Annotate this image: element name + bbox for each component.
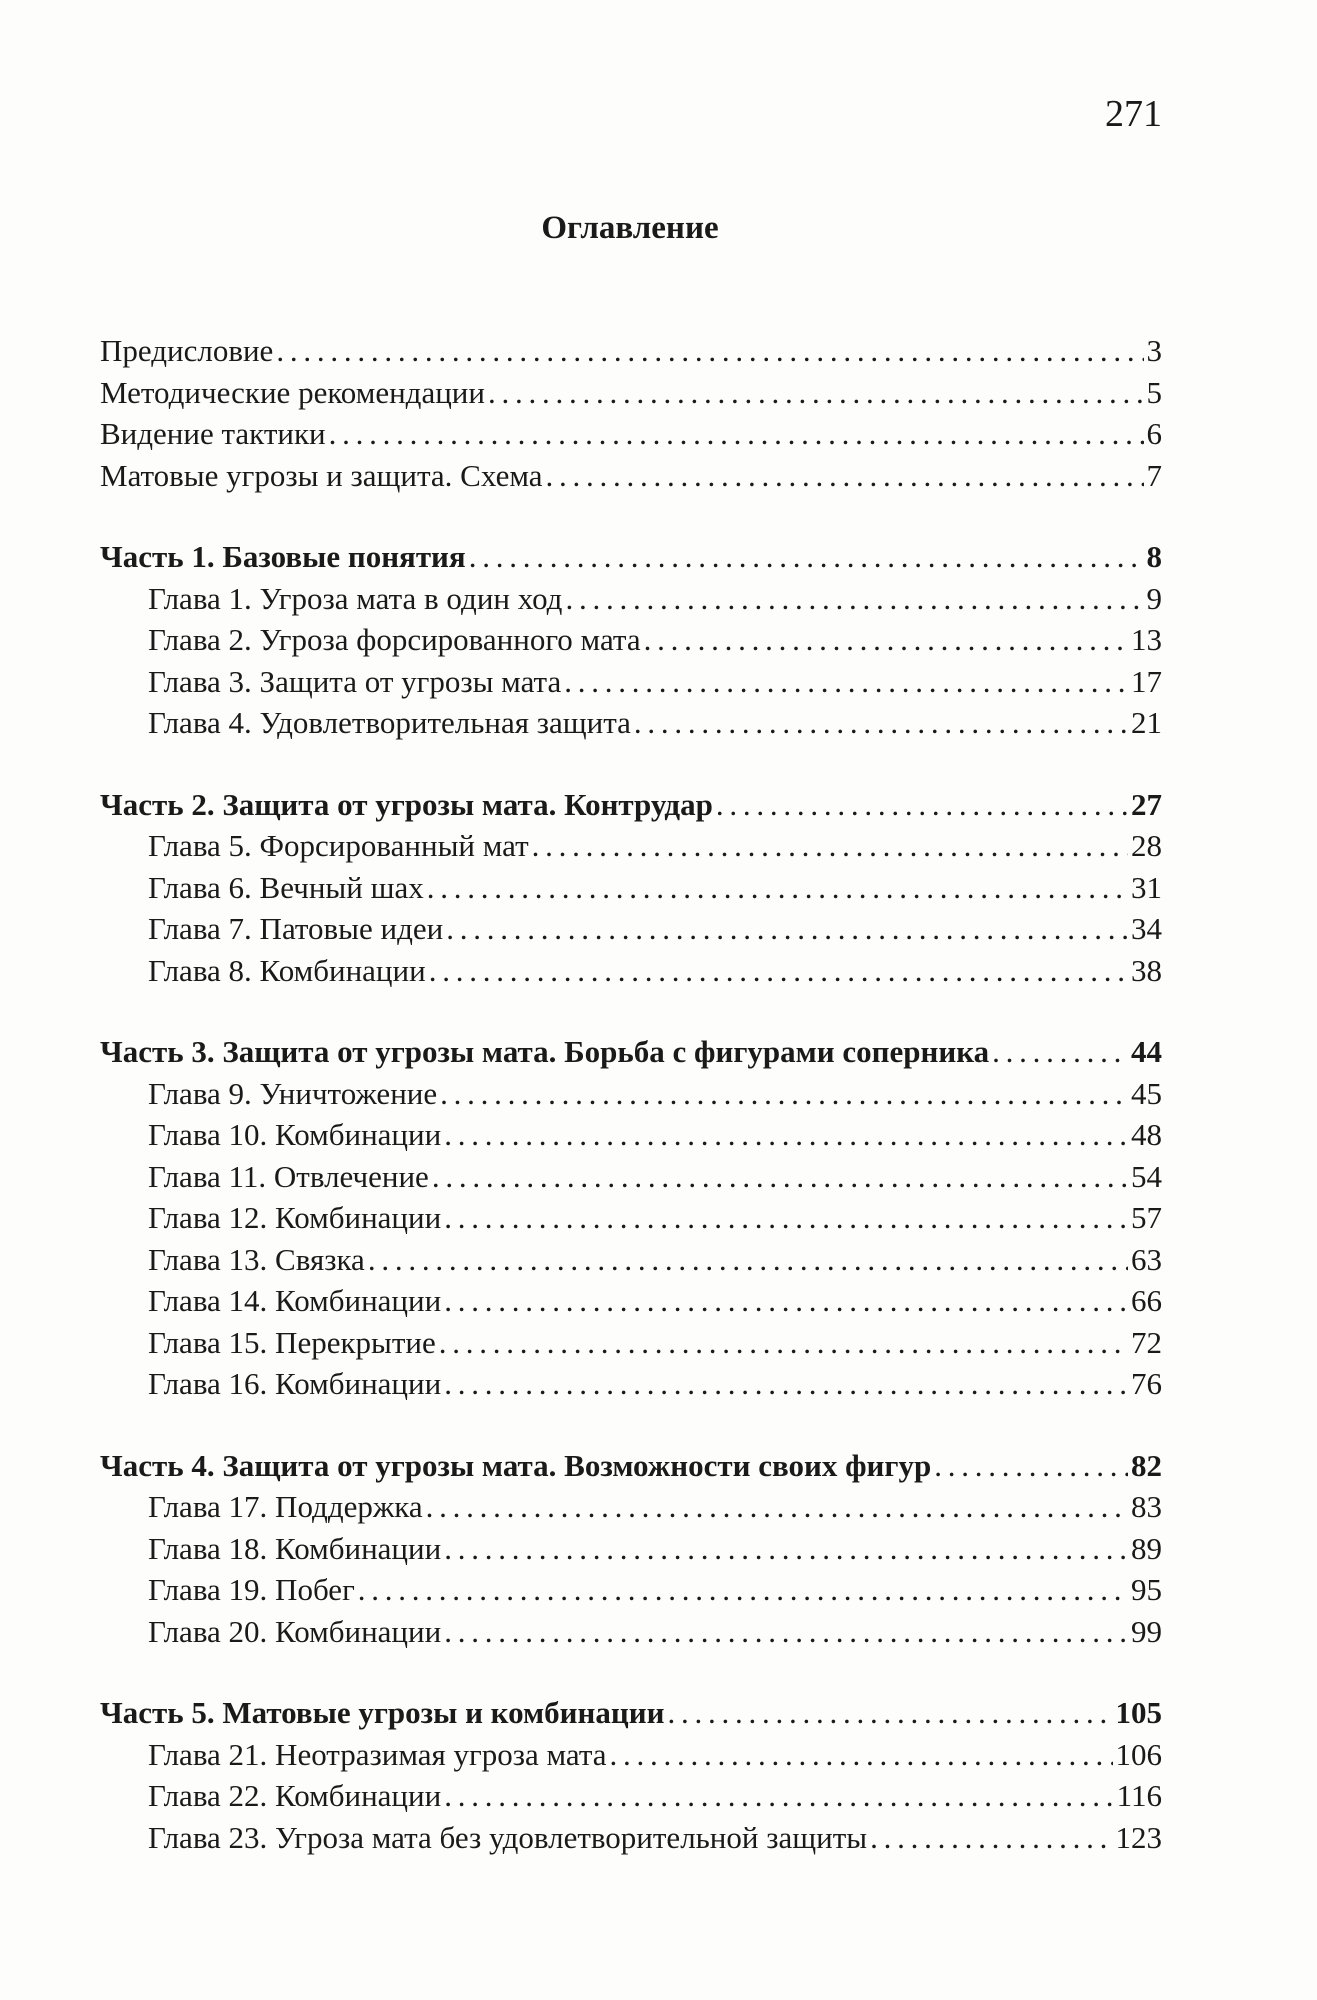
- dot-leader: [444, 1197, 1128, 1239]
- toc-page-number: 13: [1131, 622, 1162, 657]
- dot-leader: [934, 1445, 1128, 1487]
- toc-entry-row: [100, 330, 1162, 372]
- toc-page-number: 123: [1115, 1819, 1162, 1855]
- toc-page-number: 83: [1131, 1489, 1162, 1524]
- toc-page-number: 6: [1146, 416, 1162, 451]
- toc-entry-row: [100, 1734, 1162, 1776]
- dot-leader: [532, 825, 1128, 867]
- table-of-contents: [100, 330, 1162, 1858]
- dot-leader: [429, 950, 1128, 992]
- dot-leader: [329, 413, 1144, 455]
- dot-leader: [427, 867, 1128, 909]
- toc-page-number: 7: [1146, 457, 1162, 493]
- toc-section-row: [100, 536, 1162, 578]
- toc-entry-row: [100, 1280, 1162, 1322]
- toc-page-number: 9: [1146, 580, 1162, 616]
- toc-page-number: 27: [1131, 786, 1162, 822]
- toc-page-number: 63: [1131, 1241, 1162, 1277]
- dot-leader: [444, 1280, 1128, 1322]
- toc-entry-title: Глава 19. Побег: [148, 1572, 355, 1607]
- toc-entry-row: [100, 702, 1162, 744]
- toc-page-number: 28: [1131, 828, 1162, 863]
- toc-entry-title: Видение тактики: [100, 416, 326, 451]
- dot-leader: [444, 1114, 1128, 1156]
- toc-entry-title: Глава 22. Комбинации: [148, 1778, 442, 1813]
- dot-leader: [444, 1775, 1113, 1817]
- dot-leader: [444, 1363, 1128, 1405]
- toc-page-number: 106: [1115, 1736, 1162, 1772]
- toc-entry-row: [100, 1363, 1162, 1405]
- toc-page-number: 31: [1131, 869, 1162, 905]
- toc-entry-title: Глава 17. Поддержка: [148, 1489, 423, 1524]
- toc-entry-row: [100, 661, 1162, 703]
- toc-page-number: 57: [1131, 1200, 1162, 1235]
- toc-entry-row: [100, 1114, 1162, 1156]
- toc-entry-title: Глава 14. Комбинации: [148, 1283, 442, 1318]
- toc-page-number: 45: [1131, 1075, 1162, 1111]
- dot-leader: [440, 1073, 1128, 1115]
- toc-page-number: 38: [1131, 952, 1162, 988]
- toc-entry-title: Глава 13. Связка: [148, 1241, 365, 1277]
- toc-entry-row: [100, 413, 1162, 455]
- dot-leader: [870, 1817, 1112, 1859]
- toc-entry-title: Предисловие: [100, 333, 274, 368]
- toc-entry-row: [100, 578, 1162, 620]
- toc-section-title: Часть 5. Матовые угрозы и комбинации: [100, 1695, 665, 1730]
- toc-page-number: 89: [1131, 1530, 1162, 1566]
- toc-entry-row: [100, 455, 1162, 497]
- toc-entry-title: Глава 7. Патовые идеи: [148, 911, 444, 946]
- toc-entry-title: Глава 23. Угроза мата без удовлетворительной защиты: [148, 1819, 868, 1855]
- toc-page-number: 76: [1131, 1366, 1162, 1401]
- toc-entry-row: [100, 1322, 1162, 1364]
- toc-page-number: 8: [1146, 539, 1162, 574]
- toc-page-number: 72: [1131, 1324, 1162, 1360]
- toc-entry-row: [100, 1775, 1162, 1817]
- toc-page-number: 95: [1131, 1572, 1162, 1607]
- toc-entry-row: [100, 1817, 1162, 1859]
- toc-entry-title: Глава 15. Перекрытие: [148, 1324, 436, 1360]
- page-title: Оглавление: [541, 210, 719, 246]
- toc-section-title: Часть 4. Защита от угрозы мата. Возможности своих фигур: [100, 1447, 932, 1483]
- toc-entry-title: Глава 16. Комбинации: [148, 1366, 442, 1401]
- toc-entry-title: Глава 21. Неотразимая угроза мата: [148, 1736, 607, 1772]
- toc-entry-title: Глава 1. Угроза мата в один ход: [148, 580, 563, 616]
- dot-leader: [444, 1528, 1128, 1570]
- dot-leader: [439, 1322, 1128, 1364]
- dot-leader: [426, 1486, 1128, 1528]
- toc-entry-row: [100, 1569, 1162, 1611]
- toc-entry-title: Глава 3. Защита от угрозы мата: [148, 663, 562, 699]
- toc-entry-title: Глава 5. Форсированный мат: [148, 828, 529, 863]
- dot-leader: [564, 661, 1128, 703]
- dot-leader: [276, 330, 1143, 372]
- toc-page-number: 54: [1131, 1158, 1162, 1194]
- toc-page-number: 48: [1131, 1117, 1162, 1152]
- toc-entry-title: Глава 6. Вечный шах: [148, 869, 424, 905]
- toc-page-number: 82: [1131, 1447, 1162, 1483]
- dot-leader: [469, 536, 1144, 578]
- group-spacer: [100, 744, 1162, 784]
- toc-entry-row: [100, 867, 1162, 909]
- toc-page-number: 116: [1116, 1778, 1162, 1813]
- toc-page-number: 44: [1131, 1034, 1162, 1069]
- dot-leader: [667, 1692, 1112, 1734]
- toc-section-row: [100, 1031, 1162, 1073]
- dot-leader: [610, 1734, 1113, 1776]
- dot-leader: [992, 1031, 1128, 1073]
- toc-section-title: Часть 1. Базовые понятия: [100, 539, 466, 574]
- toc-entry-row: [100, 1197, 1162, 1239]
- toc-entry-row: [100, 1156, 1162, 1198]
- dot-leader: [358, 1569, 1128, 1611]
- toc-entry-title: Глава 10. Комбинации: [148, 1117, 442, 1152]
- toc-entry-title: Глава 11. Отвлечение: [148, 1158, 429, 1194]
- group-spacer: [100, 1405, 1162, 1445]
- toc-entry-row: [100, 1073, 1162, 1115]
- toc-entry-row: [100, 1528, 1162, 1570]
- dot-leader: [634, 702, 1128, 744]
- toc-entry-row: [100, 908, 1162, 950]
- toc-entry-title: Методические рекомендации: [100, 374, 485, 410]
- toc-entry-row: [100, 372, 1162, 414]
- dot-leader: [446, 908, 1128, 950]
- toc-entry-row: [100, 825, 1162, 867]
- toc-section-title: Часть 3. Защита от угрозы мата. Борьба с фигурами соперника: [100, 1034, 990, 1069]
- toc-entry-title: Глава 2. Угроза форсированного мата: [148, 622, 641, 657]
- toc-entry-row: [100, 1486, 1162, 1528]
- toc-entry-title: Глава 12. Комбинации: [148, 1200, 442, 1235]
- dot-leader: [565, 578, 1143, 620]
- dot-leader: [546, 455, 1144, 497]
- toc-page-number: 17: [1131, 663, 1162, 699]
- toc-section-title: Часть 2. Защита от угрозы мата. Контрудар: [100, 786, 713, 822]
- toc-page-number: 99: [1131, 1613, 1162, 1649]
- dot-leader: [368, 1239, 1128, 1281]
- toc-page-number: 5: [1146, 374, 1162, 410]
- toc-entry-row: [100, 619, 1162, 661]
- toc-section-row: [100, 1692, 1162, 1734]
- toc-entry-title: Глава 4. Удовлетворительная защита: [148, 705, 631, 740]
- toc-entry-title: Глава 9. Уничтожение: [148, 1075, 438, 1111]
- group-spacer: [100, 1652, 1162, 1692]
- toc-page-number: 3: [1146, 333, 1162, 368]
- toc-entry-title: Глава 20. Комбинации: [148, 1613, 442, 1649]
- dot-leader: [488, 372, 1144, 414]
- group-spacer: [100, 496, 1162, 536]
- toc-entry-title: Глава 8. Комбинации: [148, 952, 426, 988]
- toc-page-number: 66: [1131, 1283, 1162, 1318]
- toc-page-number: 21: [1131, 705, 1162, 740]
- toc-entry-title: Глава 18. Комбинации: [148, 1530, 442, 1566]
- toc-section-row: [100, 1445, 1162, 1487]
- toc-entry-title: Матовые угрозы и защита. Схема: [100, 457, 543, 493]
- toc-section-row: [100, 784, 1162, 826]
- toc-page-number: 105: [1115, 1695, 1162, 1730]
- dot-leader: [444, 1611, 1128, 1653]
- toc-entry-row: [100, 1611, 1162, 1653]
- page-number: 271: [1105, 93, 1162, 135]
- toc-page-number: 34: [1131, 911, 1162, 946]
- dot-leader: [716, 784, 1128, 826]
- toc-entry-row: [100, 950, 1162, 992]
- dot-leader: [644, 619, 1128, 661]
- group-spacer: [100, 991, 1162, 1031]
- toc-entry-row: [100, 1239, 1162, 1281]
- dot-leader: [432, 1156, 1128, 1198]
